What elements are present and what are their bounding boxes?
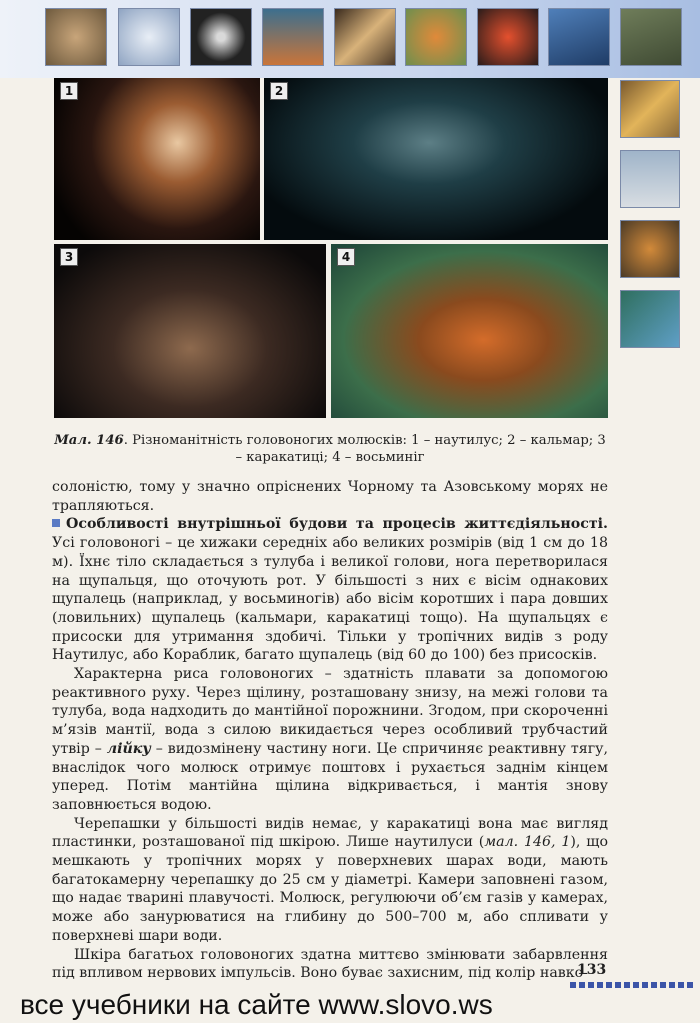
figure-caption-text: . Різноманітність головоногих молюсків: 1 – наутилус; 2 – кальмар; 3 – каракатиці; 4 – восьминіг — [123, 433, 606, 465]
paragraph-text: – видозмінену частину ноги. Це спричиняє реактивну тягу, внаслідок чого молюск отримує поштовх і рухається заднім кінцем уперед. Потім мантійна щілина відкривається, і мантія знову заповнюється водою. — [52, 740, 608, 813]
panel-number: 3 — [60, 248, 78, 266]
photo-nautilus — [54, 78, 260, 240]
thumbnail-butterfly-image — [405, 8, 467, 66]
thumbnail-protozoa-image — [118, 8, 180, 66]
figure-reference: мал. 146, 1 — [484, 834, 571, 851]
figure-caption — [52, 432, 608, 466]
paragraph-text: Усі головоногі – це хижаки середніх або великих розмірів (від 1 см до 18 м). Їхнє тіло складається з тулуба і великої голови, нога перетворилася на щупальця, що оточують рот. У більшості з них є вісім однакових щупалець (наприклад, у восьминогів) або вісім коротших і пара довших (ловильних) щупалець (кальмари, каракатиці тощо). На щупальцях є присоски для утримання здобичі. Тільки у тропічних видів з роду Наутилус, або Кораблик, багато щупалець (від 60 до 100) без присосків. — [52, 535, 608, 664]
thumbnail-sea-star-image — [477, 8, 539, 66]
paragraph-jet-propulsion — [52, 665, 608, 815]
paragraph-text: Черепашки у більшості видів немає, у каракатиці вона має вигляд пластинки, розташованої під шкірою. Лише наутилуси ( — [52, 815, 608, 851]
paragraph-continuation: солоністю, тому у значно опріснених Чорному та Азовському морях не трапляються. — [52, 479, 608, 514]
section-heading: Особливості внутрішньої будови та процесів життєдіяльності. — [66, 516, 608, 533]
thumbnail-radiolaria-image — [190, 8, 252, 66]
photo-cuttlefish — [54, 244, 326, 418]
panel-number: 2 — [270, 82, 288, 100]
side-thumbnail-plant-image — [620, 290, 680, 348]
side-thumbnail-snake-image — [620, 80, 680, 138]
term-lijka: лійку — [106, 740, 151, 757]
thumbnail-worm-image — [334, 8, 396, 66]
thumbnail-fish-image — [548, 8, 610, 66]
paragraph-shell — [52, 815, 608, 946]
photo-octopus — [331, 244, 608, 418]
paragraph-internal-structure — [52, 515, 608, 665]
paragraph-skin-coloring: Шкіра багатьох головоногих здатна миттєво змінювати забарвлення під впливом нервових імпульсів. Воно буває захисним, під колір навко- — [52, 946, 608, 982]
paragraph-text: ), що мешкають у тропічних морях у поверхневих шарах води, мають багатокамерну черепашку до 25 см у діаметрі. Камери заповнені газом, що надає тварині плавучості. Молюск, регулюючи об’єм газів у камерах, може або занурюватися на глибину до 500–700 м, або спливати у поверхневі шари води. — [52, 834, 608, 944]
panel-number: 4 — [337, 248, 355, 266]
side-thumbnail-bird-image — [620, 150, 680, 208]
photo-squid — [264, 78, 608, 240]
thumbnail-frog-image — [620, 8, 682, 66]
page-number: 133 — [577, 962, 607, 978]
body-text — [52, 478, 608, 983]
panel-number: 1 — [60, 82, 78, 100]
side-thumbnail-tiger-image — [620, 220, 680, 278]
thumbnail-squirrel-image — [45, 8, 107, 66]
footer-website-text: все учебники на сайте www.slovo.ws — [20, 989, 493, 1020]
section-bullet-icon — [52, 519, 60, 527]
figure-caption-label: Мал. 146 — [54, 433, 124, 448]
thumbnail-coral-image — [262, 8, 324, 66]
paragraph-text: Характерна риса головоногих – здатність плавати за допомогою реактивного руху. Через щілину, розташовану знизу, на межі голови та тулуба, вода надходить до мантійної порожнини. Згодом, при скороченні м’язів мантії, вода з силою викидається через особливий трубчастий утвір – — [52, 666, 608, 757]
